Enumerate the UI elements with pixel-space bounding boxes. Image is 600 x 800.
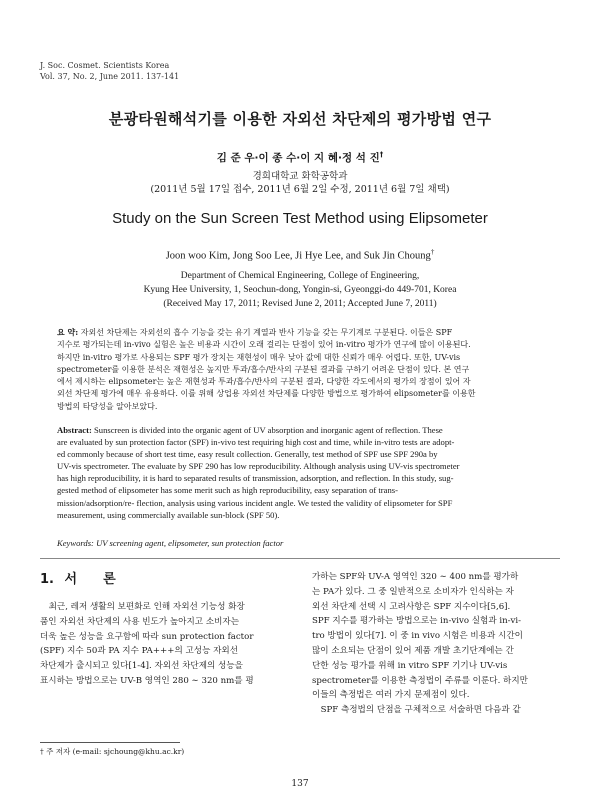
abstract-english-line: Sunscreen is divided into the organic agent of UV absorption and inorganic agent of reflection. These: [91, 425, 443, 435]
footnote: † 주 저자 (e-mail: sjchoung@khu.ac.kr): [40, 747, 185, 756]
keywords: [57, 538, 283, 548]
abstract-korean-line: 방법의 타당성을 알아보았다.: [57, 401, 158, 411]
abstract-english: [57, 424, 545, 521]
body-line: 표시하는 방법으로는 UV-B 영역인 280 ∼ 320 nm를 평: [40, 675, 254, 686]
abstract-korean-label: 요 약:: [57, 327, 79, 337]
dates-english: (Received May 17, 2011; Revised June 2, 2011; Accepted June 7, 2011): [163, 299, 437, 309]
authors-english-names: Joon woo Kim, Jong Soo Lee, Ji Hye Lee, and Suk Jin Choung: [165, 250, 431, 262]
body-column-right: [312, 570, 562, 718]
authors-korean-names: 김 준 우·이 종 수·이 지 혜·정 석 진: [216, 152, 380, 164]
page-number: 137: [291, 779, 309, 789]
authors-english: [0, 248, 600, 262]
abstract-korean-line: 자외선 차단제는 자외선의 흡수 기능을 갖는 유기 계열과 반사 기능을 갖는 무기계로 구분된다. 이들은 SPF: [78, 328, 453, 337]
footnote-divider: [40, 742, 180, 743]
abstract-english-line: measurement, using commercially available sun-block (SPF 50).: [57, 509, 280, 520]
body-line: 는 PA가 있다. 그 중 일반적으로 소비자가 인식하는 자: [312, 586, 514, 597]
abstract-korean-line: 지수로 평가되는데 in-vivo 실험은 높은 비용과 시간이 오래 걸리는 단점이 있어 in-vitro 평가가 연구에 많이 이용된다.: [57, 340, 471, 350]
body-line: 많이 소요되는 단점이 있어 제품 개발 초기단계에는 간: [312, 645, 514, 656]
affiliation-english: [0, 269, 600, 311]
abstract-korean-line: 하지만 in-vitro 평가로 사용되는 SPF 평가 장치는 재현성이 매우 낮아 값에 대한 신뢰가 매우 어렵다. 또한, UV-vis: [57, 352, 461, 362]
section-number: 1.: [40, 572, 54, 587]
abstract-english-line: ed commonly because of short test time, easy result collection. Generally, test method of SPF use SPF 290a by: [57, 449, 438, 460]
body-line: 품인 자외선 차단제의 사용 빈도가 높아지고 소비자는: [40, 616, 240, 627]
keywords-text: UV screening agent, elipsometer, sun protection factor: [93, 538, 284, 548]
affiliation-english-dept: Department of Chemical Engineering, College of Engineering,: [180, 271, 420, 281]
abstract-korean-line: 외선 차단제 평가에 매우 유용하다. 이를 위해 상업용 자외선 차단제를 다양한 방법으로 평가하여 elipsometer를 이용한: [57, 389, 476, 399]
body-line: 가하는 SPF와 UV-A 영역인 320 ∼ 400 nm를 평가하: [312, 572, 519, 582]
abstract-english-line: has high reproducibility, it is hard to separated results of transmission, adsorption, and reflection. In this study, sug-: [57, 473, 454, 484]
body-line: (SPF) 지수 50과 PA 지수 PA+++의 고성능 자외선: [40, 646, 239, 657]
keywords-label: Keywords:: [57, 538, 94, 548]
title-korean: 분광타원해석기를 이용한 자외선 차단제의 평가방법 연구: [108, 110, 492, 128]
abstract-english-line: mission/adsorption/re- flection, analysis using various incident angle. We tested the validity of elipsometer for SPF: [57, 497, 453, 508]
abstract-korean-line: 에서 제시하는 elipsometer는 높은 재현성과 투과/흡수/반사의 구분된 결과, 다양한 각도에서의 평가의 장점이 있어 자: [57, 377, 471, 387]
journal-name: J. Soc. Cosmet. Scientists Korea: [40, 61, 170, 70]
authors-korean: [0, 150, 600, 165]
abstract-english-line: UV-vis spectrometer. The evaluate by SPF 290 has low reproducibility. Although analysis using UV-vis spectrometer: [57, 461, 460, 472]
corresponding-mark-en: †: [430, 248, 435, 256]
title-english: Study on the Sun Screen Test Method using Elipsometer: [112, 210, 488, 227]
body-column-left: [40, 600, 295, 689]
body-line: spectrometer를 이용한 측정법이 주류를 이룬다. 하지만: [312, 675, 528, 686]
body-line: 최근, 레저 생활의 보편화로 인해 자외선 기능성 화장: [40, 602, 245, 612]
section-title: 서 론: [64, 572, 116, 587]
affiliation-korean: [0, 170, 600, 196]
affiliation-english-address: Kyung Hee University, 1, Seochun-dong, Yongin-si, Gyeonggi-do 449-701, Korea: [143, 285, 457, 295]
section-divider: [40, 558, 560, 559]
corresponding-mark: †: [379, 150, 384, 159]
body-line: SPF 지수를 평가하는 방법으로는 in-vivo 실험과 in-vi-: [312, 616, 522, 627]
affiliation-korean-dept: 경희대학교 화학공학과: [252, 171, 348, 182]
abstract-korean: [57, 326, 545, 413]
body-line: 더욱 높은 성능을 요구함에 따라 sun protection factor: [40, 631, 254, 642]
body-line: 외선 차단제 선택 시 고려사항은 SPF 지수이다[5,6].: [312, 601, 511, 612]
abstract-english-line: are evaluated by sun protection factor (SPF) in-vivo test requiring high cost and time, while in-vitro tests are adopt-: [57, 437, 455, 448]
section-heading: [40, 568, 116, 587]
body-line: SPF 측정법의 단점을 구체적으로 서술하면 다음과 같: [312, 705, 521, 716]
journal-volume: Vol. 37, No. 2, June 2011. 137-141: [40, 72, 180, 81]
body-line: 차단제가 출시되고 있다[1-4]. 자외선 차단제의 성능을: [40, 661, 243, 672]
journal-header: [40, 60, 179, 82]
body-line: 이들의 측정법은 여러 가지 문제점이 있다.: [312, 690, 470, 701]
dates-korean: (2011년 5월 17일 접수, 2011년 6월 2일 수정, 2011년 6월 7일 채택): [150, 184, 450, 195]
body-line: tro 방법이 있다[7]. 이 중 in vivo 시험은 비용과 시간이: [312, 631, 523, 642]
abstract-english-label: Abstract:: [57, 425, 92, 435]
abstract-korean-line: spectrometer를 이용한 분석은 재현성은 높지만 투과/흡수/반사의 구분된 결과를 구하기 어려운 단점이 있다. 본 연구: [57, 364, 470, 374]
abstract-english-line: gested method of elipsometer has some merit such as high reproducibility, easy separation of trans-: [57, 485, 398, 496]
body-line: 단한 성능 평가를 위해 in vitro SPF 기기나 UV-vis: [312, 660, 508, 671]
